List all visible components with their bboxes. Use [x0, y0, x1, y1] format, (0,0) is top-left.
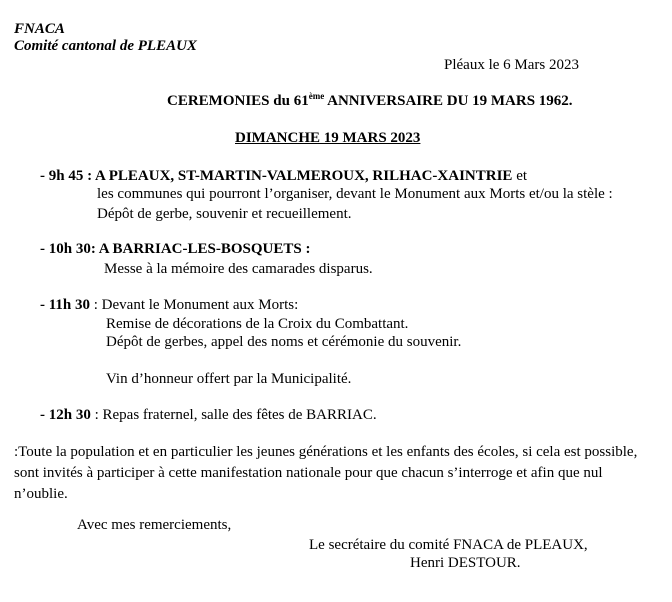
- program-item-4-time: - 12h 30: [40, 407, 91, 423]
- program-item-3: [40, 296, 298, 314]
- invitation-paragraph: :Toute la population et en particulier les jeunes générations et les enfants des écoles, si cela est possible, sont invités à participer à cette manifestation nationale pour que chacun s’interroge et afin que nul n’oublie.: [14, 444, 638, 502]
- program-item-1-time: - 9h 45 : A PLEAUX, ST-MARTIN-VALMEROUX, RILHAC-XAINTRIE: [40, 168, 513, 184]
- place-date: Pléaux le 6 Mars 2023: [444, 57, 579, 73]
- program-item-1-tail: et: [512, 168, 528, 184]
- title-part-2: ANNIVERSAIRE DU 19 MARS 1962.: [324, 93, 573, 109]
- title-part-1: CEREMONIES du 61: [167, 93, 309, 109]
- signature-name: Henri DESTOUR.: [410, 555, 521, 571]
- signature-role: Le secrétaire du comité FNACA de PLEAUX,: [309, 537, 588, 553]
- program-item-1-line-2: les communes qui pourront l’organiser, devant le Monument aux Morts et/ou la stèle :: [97, 186, 613, 202]
- program-item-2-line-2: Messe à la mémoire des camarades disparus.: [104, 261, 373, 277]
- program-item-3-tail: : Devant le Monument aux Morts:: [90, 297, 299, 313]
- closing-line: Avec mes remerciements,: [77, 517, 232, 533]
- program-item-4: [40, 406, 377, 424]
- event-date-heading: DIMANCHE 19 MARS 2023: [235, 130, 421, 146]
- program-item-4-tail: : Repas fraternel, salle des fêtes de BARRIAC.: [90, 407, 377, 423]
- program-item-1: [40, 167, 527, 185]
- org-name: FNACA: [14, 21, 65, 37]
- program-item-3-line-4: Vin d’honneur offert par la Municipalité.: [106, 371, 352, 387]
- title-superscript: ème: [308, 91, 325, 101]
- committee-name: Comité cantonal de PLEAUX: [14, 38, 197, 54]
- program-item-2-time: - 10h 30: A BARRIAC-LES-BOSQUETS :: [40, 241, 311, 257]
- program-item-3-line-2: Remise de décorations de la Croix du Combattant.: [106, 316, 409, 332]
- document-title: [167, 92, 573, 110]
- program-item-1-line-3: Dépôt de gerbe, souvenir et recueillement.: [97, 206, 352, 222]
- program-item-3-time: - 11h 30: [40, 297, 91, 313]
- program-item-3-line-3: Dépôt de gerbes, appel des noms et cérémonie du souvenir.: [106, 334, 462, 350]
